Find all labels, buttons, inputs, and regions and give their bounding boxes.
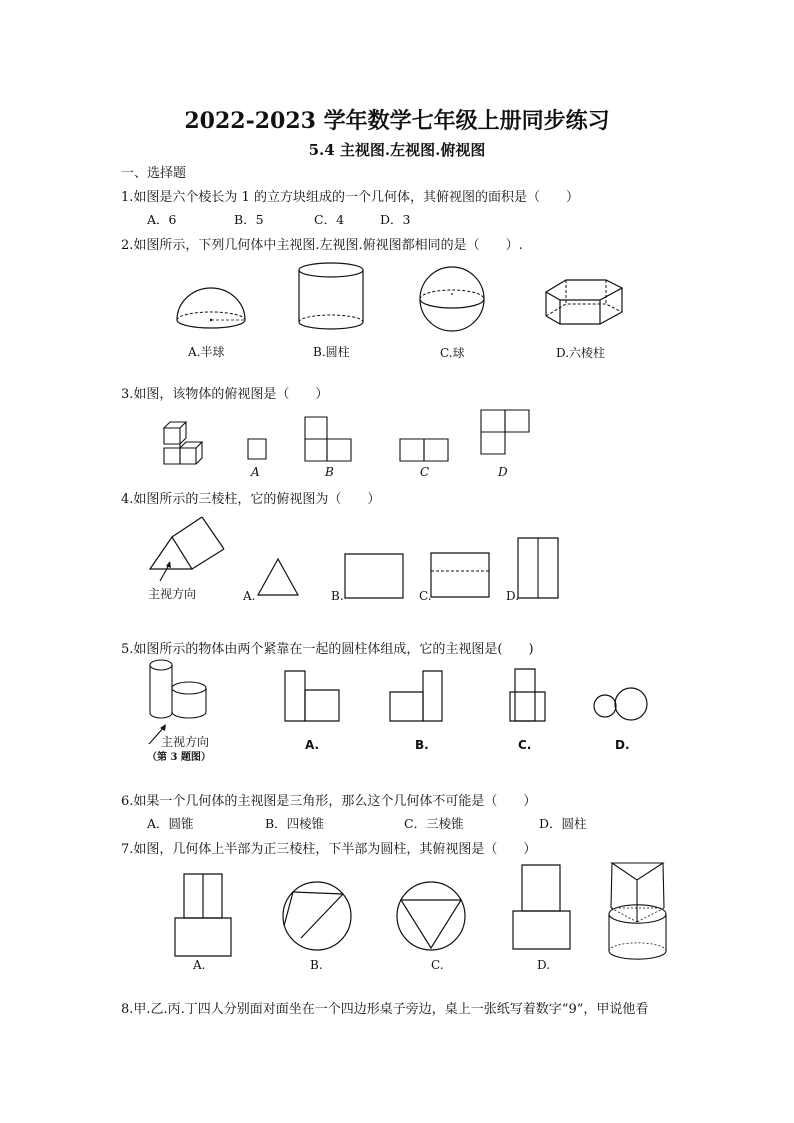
q5-option-c-figure <box>509 668 547 722</box>
q5-label-c: C. <box>518 738 532 752</box>
q6-option-a: A．圆锥 <box>147 816 194 831</box>
q3-option-d-figure <box>480 409 530 455</box>
question-4: 4.如图所示的三棱柱，它的俯视图为（ ） <box>121 492 381 507</box>
q6-option-d: D．圆柱 <box>539 816 587 831</box>
q4-option-d-rectangle-split <box>517 537 559 599</box>
cylinder-figure <box>298 262 364 332</box>
q4-direction-label: 主视方向 <box>148 587 197 601</box>
q4-label-b: B. <box>331 589 344 603</box>
q3-option-a-figure <box>247 438 267 460</box>
q5-figure-caption: （第 3 题图） <box>147 752 211 763</box>
q4-label-c: C. <box>419 589 432 603</box>
question-5: 5.如图所示的物体由两个紧靠在一起的圆柱体组成，它的主视图是( ) <box>121 642 534 657</box>
q5-label-a: A. <box>305 738 320 752</box>
q3-option-b-figure <box>304 416 352 462</box>
q7-option-a-figure <box>174 873 234 957</box>
question-3: 3.如图，该物体的俯视图是（ ） <box>121 387 329 402</box>
q1-option-c: C．4 <box>314 212 345 227</box>
question-7: 7.如图，几何体上半部为正三棱柱，下半部为圆柱，其俯视图是（ ） <box>121 842 537 857</box>
q1-option-d: D．3 <box>380 212 411 227</box>
q4-label-d: D. <box>506 589 520 603</box>
q7-composite-solid-figure <box>607 860 667 960</box>
hexagonal-prism-figure <box>544 278 624 332</box>
question-2: 2.如图所示，下列几何体中主视图.左视图.俯视图都相同的是（ ）. <box>121 238 523 253</box>
q2-label-d: D.六棱柱 <box>556 346 606 360</box>
q5-option-a-figure <box>284 670 340 722</box>
q1-option-a: A．6 <box>147 212 177 227</box>
question-6: 6.如果一个几何体的主视图是三角形，那么这个几何体不可能是（ ） <box>121 794 537 809</box>
q4-option-a-triangle <box>256 557 300 597</box>
triangular-prism-figure <box>146 513 228 591</box>
sphere-figure <box>419 266 485 332</box>
q3-label-b: B <box>325 465 334 479</box>
q5-label-d: D. <box>615 738 630 752</box>
page-subtitle: 5.4 主视图.左视图.俯视图 <box>308 141 486 159</box>
q3-option-c-figure <box>399 438 449 462</box>
q5-option-d-figure <box>593 687 649 721</box>
section-heading: 一、选择题 <box>121 166 187 181</box>
q3-label-c: C <box>420 465 430 479</box>
q2-label-b: B.圆柱 <box>313 345 350 359</box>
question-8: 8.甲.乙.丙.丁四人分别面对面坐在一个四边形桌子旁边，桌上一张纸写着数字“9”，甲说他看 <box>121 1002 649 1017</box>
q7-option-d-figure <box>512 864 572 950</box>
q3-label-a: A <box>251 465 260 479</box>
q4-option-c-rectangle-dashed <box>430 552 490 598</box>
q7-label-c: C. <box>431 958 444 972</box>
q6-option-b: B．四棱锥 <box>265 816 325 831</box>
q7-label-a: A. <box>193 958 206 972</box>
q4-label-a: A. <box>243 589 256 603</box>
q3-label-d: D <box>498 465 508 479</box>
question-1: 1.如图是六个棱长为 1 的立方块组成的一个几何体，其俯视图的面积是（ ） <box>121 190 579 205</box>
q7-label-d: D. <box>537 958 551 972</box>
q7-option-b-figure <box>281 880 353 952</box>
q4-option-b-rectangle <box>344 553 404 599</box>
q5-option-b-figure <box>389 670 443 722</box>
hemisphere-figure <box>174 286 248 332</box>
q5-label-b: B. <box>415 738 429 752</box>
q1-option-b: B．5 <box>234 212 264 227</box>
q7-option-c-figure <box>395 880 467 952</box>
q7-label-b: B. <box>310 958 323 972</box>
q6-option-c: C．三棱锥 <box>404 816 464 831</box>
q2-label-c: C.球 <box>440 346 465 360</box>
page-title: 2022-2023 学年数学七年级上册同步练习 <box>184 108 610 134</box>
cube-stack-figure <box>160 418 208 466</box>
q5-direction-label: 主视方向 <box>161 735 210 749</box>
q2-label-a: A.半球 <box>188 345 225 359</box>
